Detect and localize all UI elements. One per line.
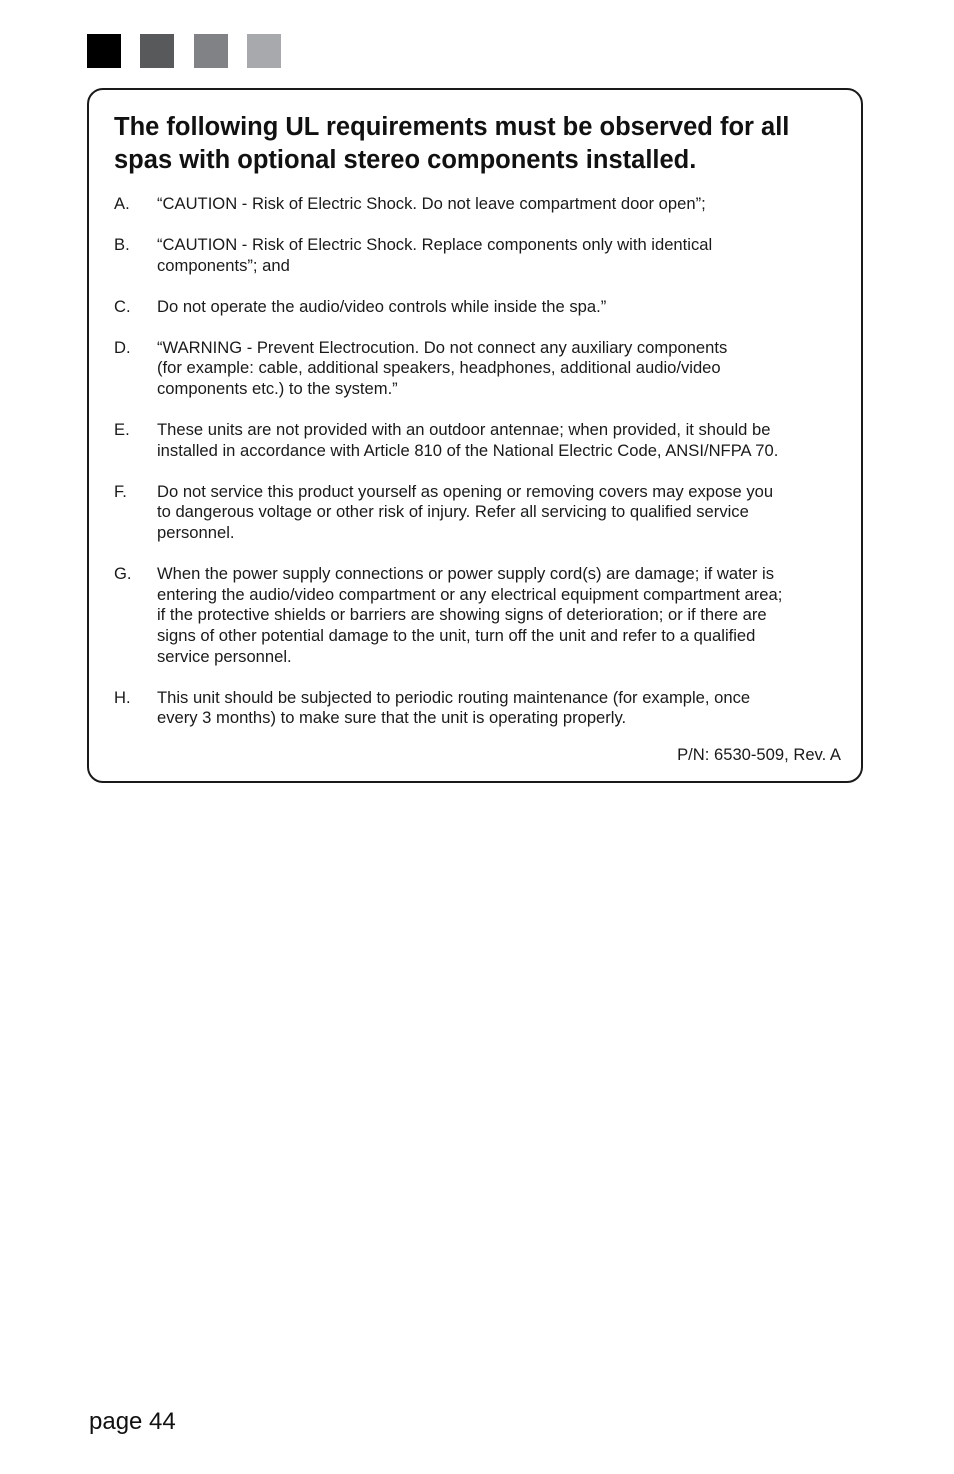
requirement-letter: B. xyxy=(114,235,130,255)
requirement-text: When the power supply connections or power supply cord(s) are damage; if water is entering the audio/video compartment or any electrical equipment compartment area; if the protective shields or barriers are showing signs of deterioration; or if there are signs of other potential damage to the unit, turn off the unit and refer to a qualified service personnel. xyxy=(157,564,783,666)
swatch-dark-gray xyxy=(140,34,174,68)
requirement-letter: E. xyxy=(114,420,130,440)
requirement-letter: A. xyxy=(114,194,130,213)
requirement-item-g xyxy=(114,564,859,667)
notice-title: The following UL requirements must be observed for all spas with optional stereo components installed. xyxy=(114,113,790,174)
requirement-letter: D. xyxy=(114,337,131,357)
requirements-list xyxy=(114,194,859,749)
requirement-item-e xyxy=(114,420,859,461)
requirement-item-b xyxy=(114,235,859,276)
requirement-text: Do not service this product yourself as opening or removing covers may expose you to dangerous voltage or other risk of injury. Refer all servicing to qualified service personnel. xyxy=(157,481,774,543)
requirement-text: This unit should be subjected to periodic routing maintenance (for example, once every 3 months) to make sure that the unit is operating properly. xyxy=(157,687,751,728)
requirement-item-h xyxy=(114,688,859,729)
requirement-text: “WARNING - Prevent Electrocution. Do not connect any auxiliary components (for example: cable, additional speakers, headphones, additional audio/video components etc.) to the system.” xyxy=(157,337,728,399)
requirement-letter: H. xyxy=(114,687,131,707)
swatch-light-gray xyxy=(247,34,281,68)
requirement-letter: G. xyxy=(114,564,132,584)
swatch-medium-gray xyxy=(194,34,228,68)
requirement-text: “CAUTION - Risk of Electric Shock. Replace components only with identical components”; and xyxy=(157,235,713,275)
requirement-letter: F. xyxy=(114,481,127,501)
requirement-item-d xyxy=(114,338,859,400)
requirement-text: Do not operate the audio/video controls while inside the spa.” xyxy=(157,296,607,316)
page-number: page 44 xyxy=(89,1408,176,1435)
swatch-black xyxy=(87,34,121,68)
requirement-letter: C. xyxy=(114,296,131,316)
requirement-item-f xyxy=(114,482,859,544)
requirement-text: These units are not provided with an outdoor antennae; when provided, it should be installed in accordance with Article 810 of the National Electric Code, ANSI/NFPA 70. xyxy=(157,420,779,460)
ul-requirements-box xyxy=(87,88,863,783)
requirement-text: “CAUTION - Risk of Electric Shock. Do not leave compartment door open”; xyxy=(157,194,706,213)
requirement-item-a xyxy=(114,194,859,215)
requirement-item-c xyxy=(114,297,859,318)
part-number: P/N: 6530-509, Rev. A xyxy=(677,745,841,764)
